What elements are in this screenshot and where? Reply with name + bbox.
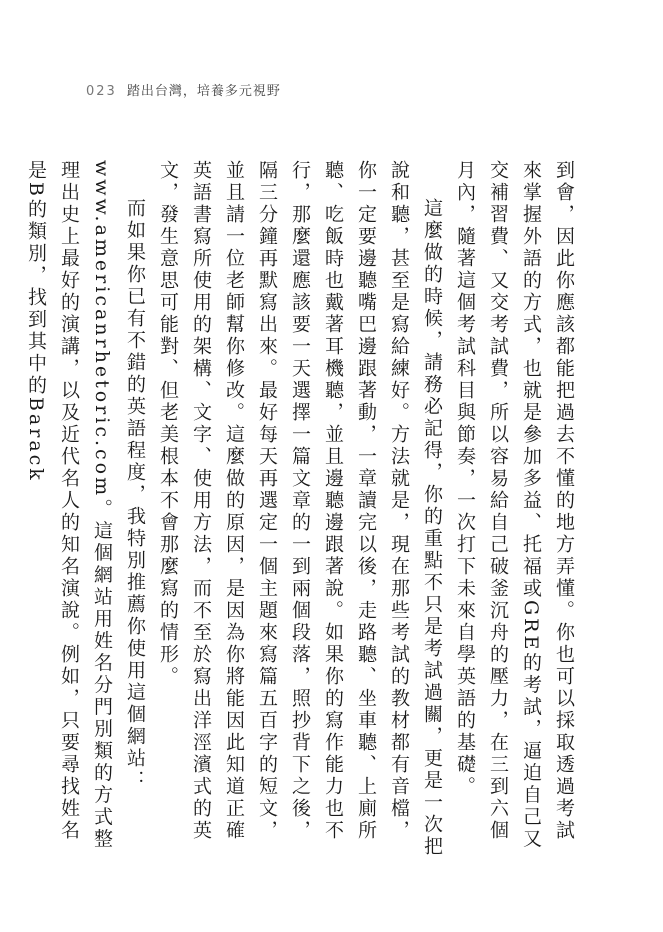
paragraph-3: 而如果你已有不錯的英語程度，我特別推薦你使用這個網站：www.americanrhetoric.com。這個網站用姓名分門別類的方式整理出史上最好的演講，以及近代名人的知名演說。例如，只要尋找姓名是B的類別，找到其中的Barack [25, 160, 146, 851]
paragraph-2: 這麼做的時候，請務必記得，你的重點不只是考試過關，更是一次把說和聽，甚至是寫給練好。方法就是，現在那些考試的教材都有音檔，你一定要邊聽嘴巴邊跟著動，一章讀完以後，走路聽、坐車聽、上廁所聽、吃飯時也戴著耳機聽，並且邊聽邊跟著說。如果你的寫作能力也不行，那麼還應該要一天選擇一篇文章的一到兩個段落，照抄背下之後，隔三分鐘再默寫出來。最好每天再選定一個主題來寫篇五百字的短文，並且請一位老師幫你修改。這麼做的原因，是因為你將能因此知道正確英語書寫所使用的架構、文字、使用方法，而不至於寫出洋涇濱式的英文，發生意思可能對、但老美根本不會那麼寫的情形。 [157, 160, 443, 858]
running-title: 踏出台灣，培養多元視野 [126, 84, 281, 99]
page-number: 023 [86, 84, 117, 99]
body-text [25, 160, 580, 860]
running-header [86, 80, 281, 99]
paragraph-1: 到會，因此你應該都能把過去不懂的地方弄懂。你也可以採取透過考試來掌握外語的方式，也就是參加多益、托福或GRE的考試，逼迫自己又交補習費、又交考試費，所以容易給自己破釜沉舟的壓力，在三到六個月內，隨著這個考試科目與節奏，一次打下未來自學英語的基礎。 [454, 160, 575, 851]
